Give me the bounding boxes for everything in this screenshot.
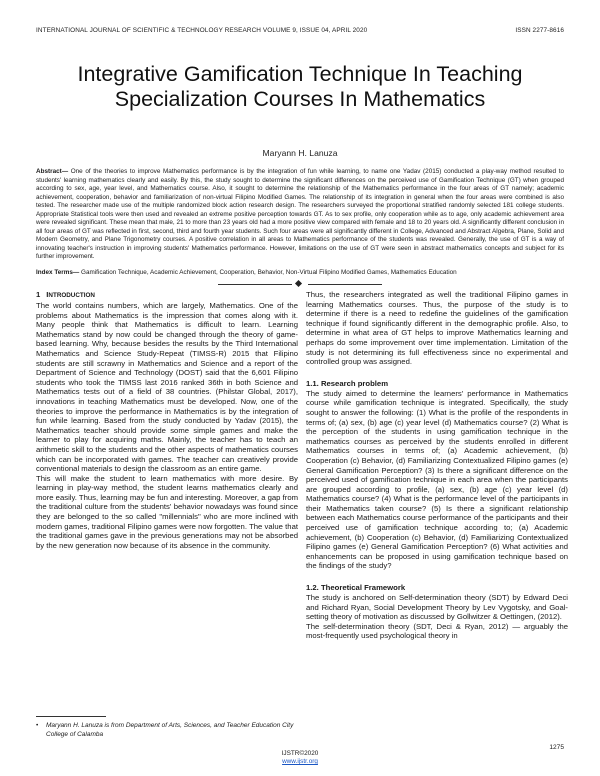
abstract-text: One of the theories to improve Mathematics performance is by the integration of fun while learning, to name one Yadav (2015) conducted a play-way method resulted to students' learning mathematics clearly and easily. By this, the study sought to determine the significant differences on the perceived use of Gamification Technique (GT) when grouped according to sex, age, year level, and Mathematics course. Also, it sought to determine the relationship of the Mathematics performance in the four areas of GT namely; academic achievement, cooperation, behavior and familiarization of non-virtual Filipino Modified Games. The relationship of its integration in general when the four areas were combined is also tested. The researcher made use of the multiple randomized block action research design. The researchers surveyed the proportional stratified randomly selected 181 college students. Appropriate Statistical tools were then used and revealed an extreme positive perception towards GT. As to sex profile, only cooperation while as to age, only academic achievement area were revealed significant. These mean that male, 21 to more than 23 years old had a more positive view compared with female and 18 to 20 years old. A significantly different conclusion in all four areas of GT was reflected in first, second, third and fourth year students. Such four areas were all significantly different in College, Advanced and Abstract Algebra, Plane, Solid and Modern Geometry, and Plane Trigonometry courses. A positive correlation in all areas to Mathematics performance of the students was revealed. Generally, the use of GT is a way of innovating teacher's instruction in improving students' Mathematics performance. However, limitations on the use of GT were seen in abstract mathematics concepts and subject for its further improvement.: [36, 168, 564, 261]
index-terms: [36, 269, 564, 278]
right-column: [306, 290, 568, 641]
intro-paragraph-2: This will make the student to learn mathematics with more desire. By learning in play-way method, the student learns mathematics clearly and more easily. Thus, learning may be fun and interesting. Moreover, a gap from the traditional culture from the students' behavior nowadays was found since they are belonged to the so called "millennials" who are more inclined with modern games, traditional Filipino games were now forgotten. The value that the traditional games gave in the previous generations may not be absorbed by the new generation now because of its absence in the community.: [36, 473, 298, 550]
author-name: Maryann H. Lanuza: [262, 148, 338, 158]
abstract-label: Abstract—: [36, 168, 69, 175]
theoretical-framework-heading: 1.2. Theoretical Framework: [306, 583, 406, 593]
title-line-1: Integrative Gamification Technique In Teaching: [77, 62, 523, 86]
paper-title: [40, 62, 560, 112]
section-title-initial: I: [46, 290, 49, 299]
index-terms-text: Gamification Technique, Academic Achievement, Cooperation, Behavior, Non-Virtual Filipino Modified Games, Mathematics Education: [81, 269, 457, 276]
research-problem-text: The study aimed to determine the learners' performance in Mathematics course while gamification technique is integrated. Specifically, the study sought to answer the following: (1) What is the profile of the respondents in terms of; (a) sex, (b) age (c) year level (d) Mathematics course? (2) What is the perception of the students in using gamification technique in the mathematics courses as perceived by the students enrolled in different Mathematics courses in terms of; (a) Academic achievement, (b) Cooperation (c) Behavior, (d) Familiarizing Contextualized Filipino games (e) General Gamification Perception? (3) Is there a significant difference on the perceived used of gamification technique in each area when the participants are grouped according to profile, (a) sex, (b) age (c) year level (d) Mathematics course? (4) What is the performance level of the participants in their Mathematics taken course? (5) Is there a significant relationship between each Mathematics course performance of the participants and their perceived use of gamification technique according to; (a) Academic achievement, (b) Cooperation (c) Behavior, (d) Familiarizing Contextualized Filipino games (e) General Gamification Perception? (6) What activities and enhancements can be proposed in using gamification technique based on the findings of the study?: [306, 388, 568, 571]
bullet-icon: •: [36, 722, 39, 729]
research-problem-heading: 1.1. Research problem: [306, 378, 389, 388]
section-title-rest: NTRODUCTION: [48, 292, 95, 299]
abstract: [36, 168, 564, 262]
left-column: [36, 290, 298, 550]
diamond-icon: [295, 280, 302, 287]
section-divider: [218, 280, 382, 288]
page-footer: [250, 750, 350, 766]
framework-paragraph-1: The study is anchored on Self-determination theory (SDT) by Edward Deci and Richard Ryan, Social Development Theory by Lev Vygotsky, and Goal-setting theory of motivation as discussed by Gollwitzer & Oettingen, (2012).: [306, 593, 568, 622]
title-line-2: Specialization Courses In Mathematics: [114, 87, 486, 111]
footer-url-link[interactable]: www.ijstr.org: [282, 758, 318, 765]
footnote-rule: [36, 716, 106, 717]
issn: ISSN 2277-8616: [515, 27, 564, 34]
section-1-heading: [36, 290, 298, 301]
index-terms-label: Index Terms—: [36, 269, 80, 276]
footnote-text: Maryann H. Lanuza is from Department of Arts, Sciences, and Teacher Education City College of Calamba: [46, 722, 294, 738]
intro-paragraph-3: Thus, the researchers integrated as well the traditional Filipino games in learning Mathematics courses. Thus, the purpose of the study is to determine if there is a need to redefine the guidelines of the gamification technique if found significantly different in the demographic profile. Also, to determine in what area of GT helps to improve Mathematics learning and perhaps do some improvement over time implementation. Limitation of the study is not determining its full effectiveness since no experimental and controlled group was assigned.: [306, 290, 568, 367]
journal-header: [36, 27, 564, 34]
footer-copyright: IJSTR©2020: [281, 750, 319, 757]
author-footnote: [36, 722, 298, 739]
intro-paragraph-1: The world contains numbers, which are largely, Mathematics. One of the problems about Mathematics is the impression that comes along with it. Many people think that Mathematics is difficult to learn. Learning Mathematics stand by now could be changed through the theory of game-based learning. Why, because besides the results by the Third International Mathematics and Science Study-Repeat (TIMSS-R) 2015 that Filipino students are still scrawny in Mathematics and Science and a report of the Department of Science and Technology (DOST) said that the 6,601 Filipino students who took the TIMSS last 2016 ranked 36th in both Science and Mathematics tests out of a field of 38 countries. (Philstar Global, 2017), innovations in teaching Mathematics must be developed. Now, one of the theories to improve the performance in Mathematics is by the integration of fun while learning. Based from the study conducted by Yadav (2015), the Mathematics teacher should provide some simple games and make the learner to play for acquiring maths. Mainly, the teacher has to teach an arithmetic skill to the students and the other aspects of mathematics courses which can be incorporated with games. The teacher can creatively provide conventional materials to design the classroom as an entire game.: [36, 301, 298, 474]
journal-name: INTERNATIONAL JOURNAL OF SCIENTIFIC & TECHNOLOGY RESEARCH VOLUME 9, ISSUE 04, APRIL 2020: [36, 27, 368, 34]
framework-paragraph-2: The self-determination theory (SDT, Deci & Ryan, 2012) — arguably the most-frequently used psychological theory in: [306, 621, 568, 641]
page-number: 1275: [549, 744, 564, 751]
section-number: 1: [36, 290, 41, 299]
